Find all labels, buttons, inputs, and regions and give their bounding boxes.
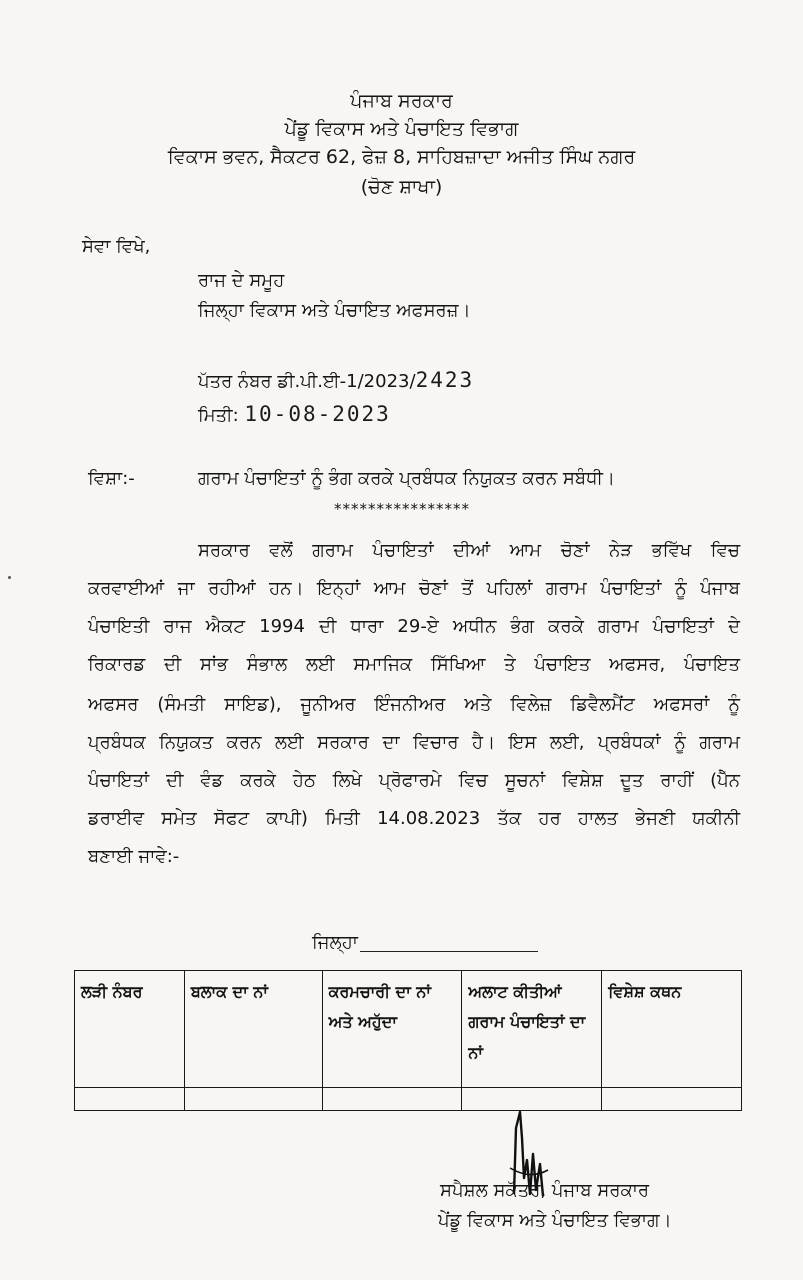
body-line-5: ਅਫਸਰ (ਸੰਮਤੀ ਸਾਇਡ), ਜੂਨੀਅਰ ਇੰਜਨੀਅਰ ਅਤੇ ਵਿਲੇਜ਼ ਡਿਵੈਲਮੈਂਟ ਅਫਸਰਾਂ ਨੂੰ — [88, 694, 740, 715]
col-allotted-panchayats: ਅਲਾਟ ਕੀਤੀਆਂ ਗਰਾਮ ਪੰਚਾਇਤਾਂ ਦਾ ਨਾਂ — [462, 971, 602, 1088]
subject-label: ਵਿਸ਼ਾ:- — [88, 468, 135, 489]
addressee-line-1: ਰਾਜ ਦੇ ਸਮੂਹ — [198, 270, 285, 291]
empty-cell — [75, 1088, 185, 1111]
district-label: ਜਿਲ੍ਹਾ — [312, 932, 358, 953]
proforma-empty-row — [75, 1088, 742, 1111]
addressee-line-2: ਜਿਲ੍ਹਾ ਵਿਕਾਸ ਅਤੇ ਪੰਚਾਇਤ ਅਫਸਰਜ਼। — [198, 300, 471, 321]
col-serial-number: ਲੜੀ ਨੰਬਰ — [75, 971, 185, 1088]
subject-separator: **************** — [334, 500, 470, 518]
date-handwritten: 10-08-2023 — [244, 402, 391, 426]
date-label: ਮਿਤੀ: — [198, 405, 239, 426]
proforma-header-row — [75, 971, 742, 1088]
district-field — [312, 934, 538, 952]
body-line-7: ਪੰਚਾਇਤਾਂ ਦੀ ਵੰਡ ਕਰਕੇ ਹੇਠ ਲਿਖੇ ਪ੍ਰੋਫਾਰਮੇ ਵਿਚ ਸੂਚਨਾਂ ਵਿਸ਼ੇਸ਼ ਦੂਤ ਰਾਹੀਂ (ਪੈੱਨ — [88, 770, 740, 791]
signatory-designation: ਸਪੈਸ਼ਲ ਸਕੱਤਰ, ਪੰਜਾਬ ਸਰਕਾਰ — [440, 1180, 650, 1201]
date-line — [198, 404, 391, 425]
district-blank-line — [360, 935, 538, 952]
signatory-department: ਪੇਂਡੂ ਵਿਕਾਸ ਅਤੇ ਪੰਚਾਇਤ ਵਿਭਾਗ। — [438, 1210, 672, 1231]
subject-text: ਗਰਾਮ ਪੰਚਾਇਤਾਂ ਨੂੰ ਭੰਗ ਕਰਕੇ ਪ੍ਰਬੰਧਕ ਨਿਯੁਕਤ ਕਰਨ ਸਬੰਧੀ। — [198, 468, 616, 489]
header-department: ਪੇਂਡੂ ਵਿਕਾਸ ਅਤੇ ਪੰਚਾਇਤ ਵਿਭਾਗ — [284, 118, 519, 140]
margin-speck — [8, 576, 11, 579]
body-line-3: ਪੰਚਾਇਤੀ ਰਾਜ ਐਕਟ 1994 ਦੀ ਧਾਰਾ 29-ਏ ਅਧੀਨ ਭੰਗ ਕਰਕੇ ਗਰਾਮ ਪੰਚਾਇਤਾਂ ਦੇ — [88, 616, 740, 637]
body-line-4: ਰਿਕਾਰਡ ਦੀ ਸਾਂਭ ਸੰਭਾਲ ਲਈ ਸਮਾਜਿਕ ਸਿੱਖਿਆ ਤੇ ਪੰਚਾਇਤ ਅਫਸਰ, ਪੰਚਾਇਤ — [88, 654, 740, 675]
col-employee-name-designation: ਕਰਮਚਾਰੀ ਦਾ ਨਾਂ ਅਤੇ ਅਹੁੱਦਾ — [322, 971, 462, 1088]
header-address: ਵਿਕਾਸ ਭਵਨ, ਸੈਕਟਰ 62, ਫੇਜ਼ 8, ਸਾਹਿਬਜ਼ਾਦਾ ਅਜੀਤ ਸਿੰਘ ਨਗਰ — [167, 146, 636, 168]
body-line-1: ਸਰਕਾਰ ਵਲੋਂ ਗਰਾਮ ਪੰਚਾਇਤਾਂ ਦੀਆਂ ਆਮ ਚੋਣਾਂ ਨੇੜ ਭਵਿੱਖ ਵਿਚ — [198, 540, 740, 561]
empty-cell — [184, 1088, 322, 1111]
proforma-table — [74, 970, 742, 1111]
body-line-9: ਬਣਾਈ ਜਾਵੇ:- — [88, 846, 180, 867]
letter-number-line — [198, 370, 474, 391]
body-line-8: ਡਰਾਈਵ ਸਮੇਤ ਸੋਫਟ ਕਾਪੀ) ਮਿਤੀ 14.08.2023 ਤੱਕ ਹਰ ਹਾਲਤ ਭੇਜਣੀ ਯਕੀਨੀ — [88, 808, 740, 829]
letter-number-handwritten: 2423 — [415, 368, 475, 392]
header-branch: (ਚੋਣ ਸ਼ਾਖਾ) — [360, 176, 443, 198]
empty-cell — [322, 1088, 462, 1111]
body-line-2: ਕਰਵਾਈਆਂ ਜਾ ਰਹੀਆਂ ਹਨ। ਇਨ੍ਹਾਂ ਆਮ ਚੋਣਾਂ ਤੋਂ ਪਹਿਲਾਂ ਗਰਾਮ ਪੰਚਾਇਤਾਂ ਨੂੰ ਪੰਜਾਬ — [88, 578, 741, 599]
letter-number-label: ਪੱਤਰ ਨੰਬਰ ਡੀ.ਪੀ.ਈ-1/2023/ — [198, 371, 416, 392]
col-remarks: ਵਿਸ਼ੇਸ਼ ਕਥਨ — [602, 971, 742, 1088]
salutation: ਸੇਵਾ ਵਿਖੇ, — [82, 236, 151, 257]
header-government: ਪੰਜਾਬ ਸਰਕਾਰ — [350, 90, 453, 112]
col-block-name: ਬਲਾਕ ਦਾ ਨਾਂ — [184, 971, 322, 1088]
body-line-6: ਪ੍ਰਬੰਧਕ ਨਿਯੁਕਤ ਕਰਨ ਲਈ ਸਰਕਾਰ ਦਾ ਵਿਚਾਰ ਹੈ। ਇਸ ਲਈ, ਪ੍ਰਬੰਧਕਾਂ ਨੂੰ ਗਰਾਮ — [88, 732, 740, 753]
empty-cell — [602, 1088, 742, 1111]
